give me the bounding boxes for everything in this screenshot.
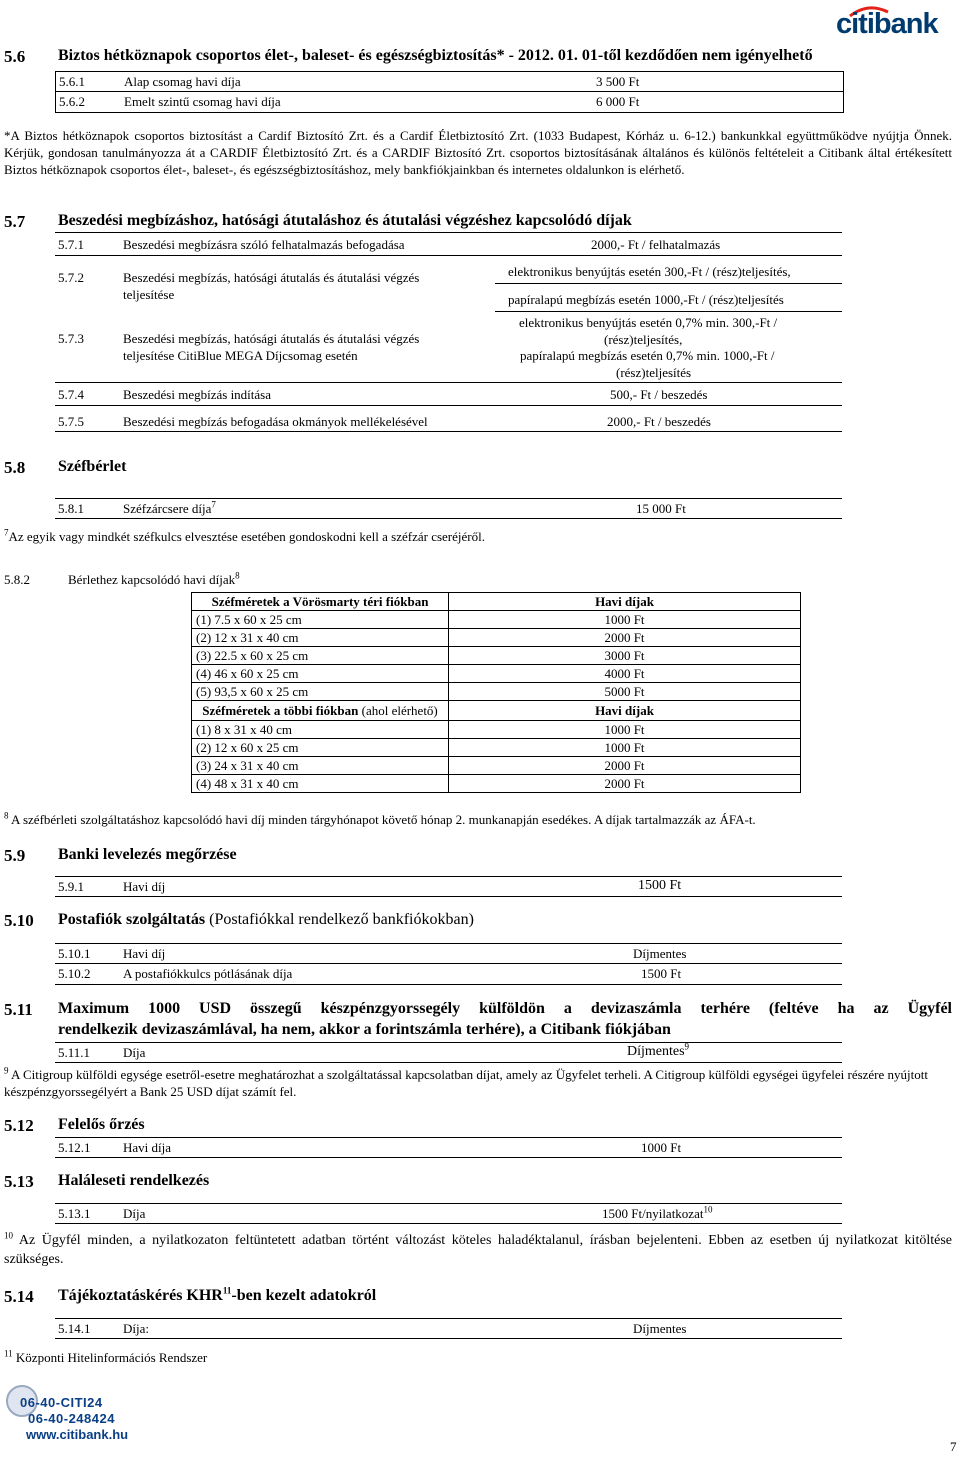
table-row: (5) 93,5 x 60 x 25 cm 5000 Ft [192,683,801,701]
row-value: 2000,- Ft / felhatalmazás [591,237,721,252]
table-row: (4) 48 x 31 x 40 cm 2000 Ft [192,775,801,793]
table-header: Havi díjak [449,701,801,721]
table-header: Széfméretek a többi fiókban (ahol elérhető) [192,701,449,721]
section-5-11-heading: 5.11 Maximum 1000 USD összegű készpénzgyorssegély külföldön a devizaszámla terhére (feltéve ha az Ügyfél rendelkezik devizaszámlával, ha nem, akkor a forintszámla terhére), a Citibank fiókjában [4,1000,952,1038]
row-label: Havi díja [123,1140,172,1155]
row-num: 5.11.1 [58,1045,91,1060]
row-value: Díjmentes [633,946,687,961]
row-label: Díja: [123,1321,149,1336]
row-num: 5.8.1 [58,501,84,516]
row-value: 15 000 Ft [636,501,686,516]
section-5-9-heading: 5.9 Banki levelezés megőrzése [4,846,237,865]
row-5-8-2: 5.8.2 Bérlethez kapcsolódó havi díjak$^8$ [4,570,240,587]
table-row: (2) 12 x 60 x 25 cm 1000 Ft [192,739,801,757]
row-label: Beszedési megbízás indítása [123,387,272,402]
row-label: A postafiókkulcs pótlásának díja [123,966,293,981]
row-label: Beszedési megbízás befogadása okmányok mellékelésével [123,414,428,429]
row-num: 5.6.2 [59,94,85,109]
section-5-14-heading: 5.14 Tájékoztatáskérés KHR$^{11}$-ben kezelt adatokról [4,1285,377,1306]
row-value: 1500 Ft [638,878,682,893]
table-5-9-1 [55,876,842,897]
footnote-10: $^{10}$ Az Ügyfél minden, a nyilatkozaton feltüntetett adatban történt változást köteles haladéktalanul, írásban bejelenteni. Ebben az esetben új nyilatkozat kitöltése szükséges. [4,1230,952,1267]
row-value: 500,- Ft / beszedés [610,387,708,402]
row-value: 2000,- Ft / beszedés [607,414,711,429]
row-value: Díjmentes$^9$ [627,1041,690,1059]
row-num: 5.14.1 [58,1321,91,1336]
table-5-8-1 [55,498,842,519]
row-label: teljesítése CitiBlue MEGA Díjcsomag esetén [123,348,358,363]
table-5-10 [55,943,842,985]
row-value: 3 500 Ft [596,74,640,89]
row-label: Alap csomag havi díja [124,74,241,89]
footnote-9: $^9$ A Citigroup külföldi egysége esetről-esetre meghatározhat a szolgáltatással kapcsolatban díjat, amely az Ügyfelet terheli. A Citigroup külföldi egységei ügyfelei részére nyújtott készpénzgyorssegélyért a Bank 25 USD díjat számít fel. [4,1065,928,1099]
footer-phone-1: 06-40-CITI24 [20,1395,103,1410]
row-value: elektronikus benyújtás esetén 300,-Ft / (rész)teljesítés, [508,264,791,279]
row-value: Díjmentes [633,1321,687,1336]
footer-website: www.citibank.hu [26,1427,129,1442]
table-row: (1) 8 x 31 x 40 cm 1000 Ft [192,721,801,739]
footnote-8: $^8$ A széfbérleti szolgáltatáshoz kapcsolódó havi díj minden tárgyhónapot követő hónap 2. munkanapján esedékes. A díjak tartalmazzák az ÁFA-t. [4,810,756,827]
table-5-11-1 [55,1042,842,1063]
table-5-13-1 [55,1203,842,1224]
section-5-6-note: *A Biztos hétköznapok csoportos biztosítást a Cardif Biztosító Zrt. és a Cardif Életbiztosító Zrt. (1033 Budapest, Kórház u. 6-12.) bankunkkal együttműködve nyújtja Önnek. Kérjük, gondosan tanulmányozza át a CARDIF Életbiztosító Zrt. és a CARDIF Biztosító Zrt. csoportos biztosításának általános és különös feltételeit a Citibank által értékesített Biztos hétköznapok csoportos élet-, baleset-, és egészségbiztosításhoz, mely bankfiókjainkban és internetes oldalunkon is elérhető. [4,128,952,177]
citibank-logo [832,2,952,40]
row-value: papíralapú megbízás esetén 0,7% min. 1000,-Ft / [520,348,775,363]
row-num: 5.7.1 [58,237,84,252]
table-5-14-1 [55,1318,842,1339]
row-num: 5.7.2 [58,270,84,285]
footer-contact-block [6,1385,134,1445]
row-label: Díja [123,1206,146,1221]
safe-sizes-vorosmarty-table [191,592,801,793]
table-row: (1) 7.5 x 60 x 25 cm 1000 Ft [192,611,801,629]
section-5-6-heading: 5.6 Biztos hétköznapok csoportos élet-, baleset- és egészségbiztosítás* - 2012. 01. 01-től kezdődően nem igényelhető [4,47,813,66]
table-header: Havi díjak [449,593,801,611]
row-label: Emelt szintű csomag havi díja [124,94,281,109]
row-label: Díja [123,1045,146,1060]
page-number: 7 [950,1439,957,1454]
row-num: 5.9.1 [58,879,84,894]
logo-citi: citi [836,8,874,40]
row-num: 5.13.1 [58,1206,91,1221]
table-5-7 [55,232,842,432]
row-value: elektronikus benyújtás esetén 0,7% min. 300,-Ft / [519,315,778,330]
row-num: 5.7.3 [58,331,84,346]
row-label: teljesítése [123,287,175,302]
row-num: 5.7.5 [58,414,84,429]
footnote-7: $^7$Az egyik vagy mindkét széfkulcs elvesztése esetében gondoskodni kell a széfzár cseréjéről. [4,527,485,544]
section-5-13-heading: 5.13 Haláleseti rendelkezés [4,1172,210,1191]
row-value: (rész)teljesítés, [604,332,683,347]
table-row: (3) 22.5 x 60 x 25 cm 3000 Ft [192,647,801,665]
section-5-8-heading: 5.8 Széfbérlet [4,458,127,477]
row-label: Beszedési megbízás, hatósági átutalás és átutalási végzés [123,270,420,285]
row-label: Beszedési megbízásra szóló felhatalmazás befogadása [123,237,405,252]
footer-phone-2: 06-40-248424 [28,1411,115,1426]
table-5-6 [55,71,844,113]
row-num: 5.10.1 [58,946,91,961]
row-label: Havi díj [123,879,166,894]
section-5-12-heading: 5.12 Felelős őrzés [4,1116,145,1135]
row-value: 6 000 Ft [596,94,640,109]
table-row: (2) 12 x 31 x 40 cm 2000 Ft [192,629,801,647]
row-num: 5.7.4 [58,387,84,402]
row-num: 5.10.2 [58,966,91,981]
section-5-10-heading: 5.10 Postafiók szolgáltatás (Postafiókkal rendelkező bankfiókokban) [4,911,474,930]
table-row: (4) 46 x 60 x 25 cm 4000 Ft [192,665,801,683]
row-value: 1500 Ft [641,966,682,981]
row-label: Beszedési megbízás, hatósági átutalás és átutalási végzés [123,331,420,346]
footnote-11: $^{11}$ Központi Hitelinformációs Rendszer [4,1348,208,1365]
row-value: 1500 Ft/nyilatkozat$^{10}$ [602,1204,713,1221]
section-5-7-heading: 5.7 Beszedési megbízáshoz, hatósági átutaláshoz és átutalási végzéshez kapcsolódó díjak [4,212,632,231]
table-header: Széfméretek a Vörösmarty téri fiókban [192,593,449,611]
row-label: Havi díj [123,946,166,961]
logo-bank: bank [873,8,938,40]
row-value: 1000 Ft [641,1140,682,1155]
row-num: 5.12.1 [58,1140,91,1155]
table-5-12-1 [55,1137,842,1158]
row-label: Széfzárcsere díja$^7$ [123,499,216,516]
row-num: 5.6.1 [59,74,85,89]
table-row: (3) 24 x 31 x 40 cm 2000 Ft [192,757,801,775]
row-value: papíralapú megbízás esetén 1000,-Ft / (rész)teljesítés [508,292,784,307]
row-value: (rész)teljesítés [616,365,692,380]
